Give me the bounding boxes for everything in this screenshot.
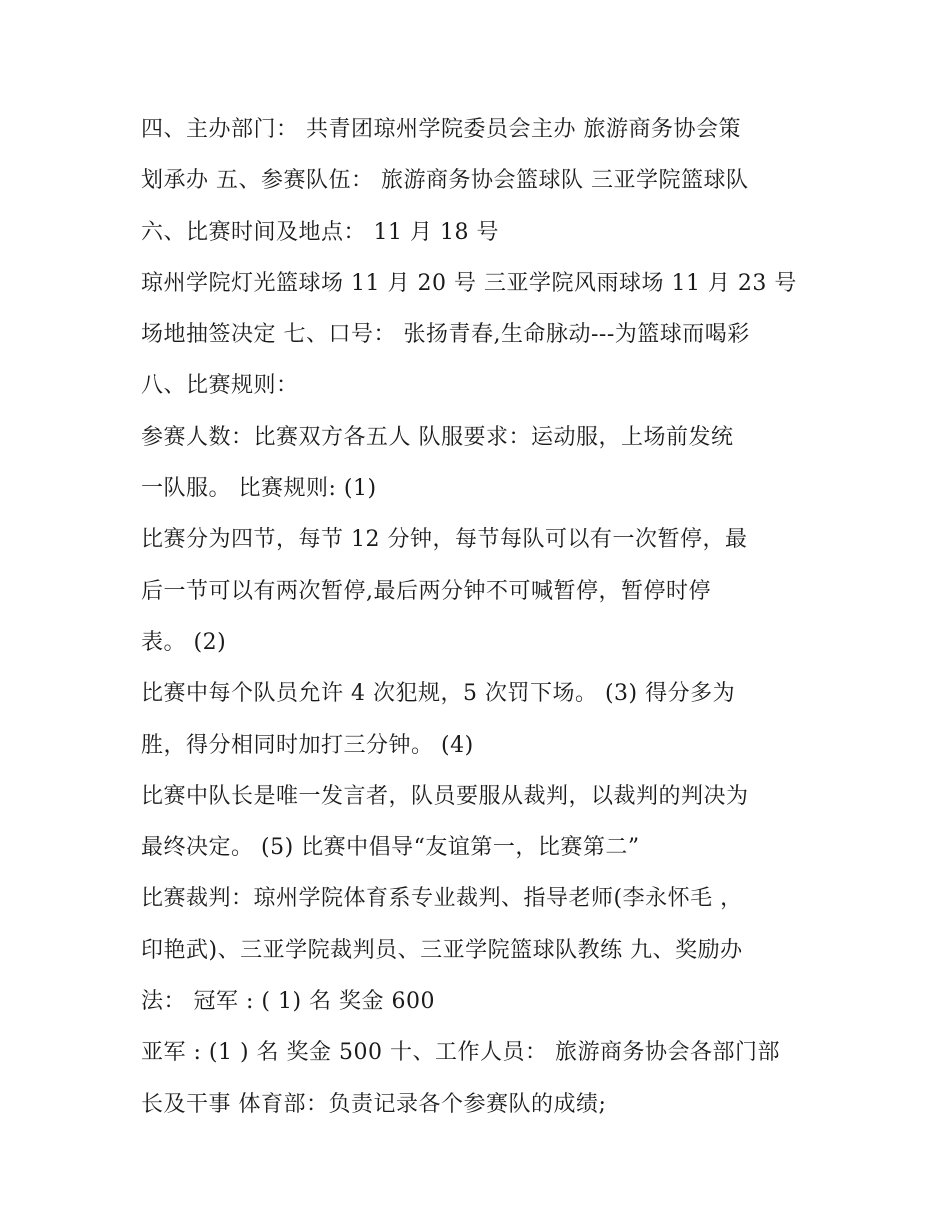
text-line: 法： 冠军 : ( 1) 名 奖金 600 [141, 989, 436, 1015]
text-line: 比赛中队长是唯一发言者，队员要服从裁判，以裁判的判决为 [141, 783, 749, 809]
text-line: 亚军 : (1 ) 名 奖金 500 十、工作人员： 旅游商务协会各部门部 [141, 1040, 781, 1066]
text-line: 比赛分为四节，每节 12 分钟，每节每队可以有一次暂停，最 [141, 527, 748, 553]
text-line: 长及干事 体育部：负责记录各个参赛队的成绩; [141, 1091, 607, 1117]
text-line: 六、比赛时间及地点： 11 月 18 号 [141, 219, 499, 245]
text-line: 参赛人数：比赛双方各五人 队服要求：运动服，上场前发统 [141, 424, 734, 450]
text-line: 表。 (2) [141, 629, 227, 655]
text-line: 划承办 五、参赛队伍： 旅游商务协会篮球队 三亚学院篮球队 [141, 168, 749, 194]
text-line: 后一节可以有两次暂停,最后两分钟不可喊暂停，暂停时停 [141, 578, 711, 604]
text-line: 一队服。 比赛规则: (1) [141, 476, 377, 502]
document-body [141, 110, 841, 1136]
text-line: 比赛裁判：琼州学院体育系专业裁判、指导老师(李永怀毛 ， [141, 886, 743, 912]
text-line: 印艳武)、三亚学院裁判员、三亚学院篮球队教练 九、奖励办 [141, 937, 743, 963]
text-line: 胜，得分相同时加打三分钟。 (4) [141, 732, 474, 758]
text-line: 场地抽签决定 七、口号： 张扬青春,生命脉动---为篮球而喝彩 [141, 322, 750, 348]
text-line: 八、比赛规则： [141, 373, 299, 399]
text-line: 比赛中每个队员允许 4 次犯规，5 次罚下场。 (3) 得分多为 [141, 681, 736, 707]
text-line: 琼州学院灯光篮球场 11 月 20 号 三亚学院风雨球场 11 月 23 号 [141, 270, 797, 296]
text-line: 最终决定。 (5) 比赛中倡导“友谊第一，比赛第二” [141, 835, 640, 861]
text-line: 四、主办部门： 共青团琼州学院委员会主办 旅游商务协会策 [141, 117, 741, 142]
